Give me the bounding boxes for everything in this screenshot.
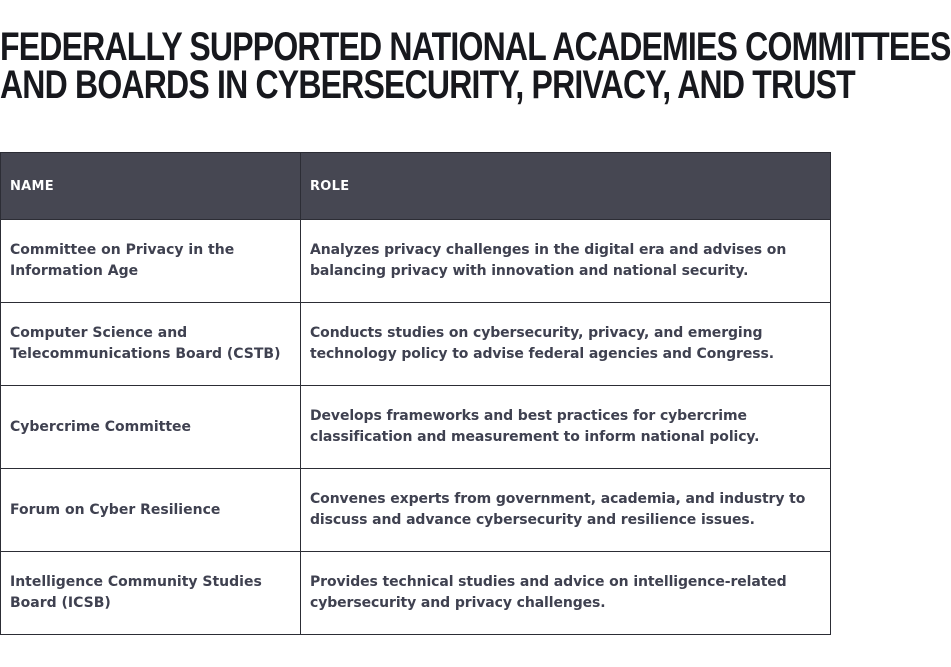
committee-name-cell: Computer Science and Telecommunications Board (CSTB) xyxy=(1,303,301,386)
table-row xyxy=(1,220,831,303)
committee-role-cell: Conducts studies on cybersecurity, privacy, and emerging technology policy to advise federal agencies and Congress. xyxy=(301,303,831,386)
committee-name-cell: Committee on Privacy in the Information Age xyxy=(1,220,301,303)
table-row xyxy=(1,303,831,386)
committee-role-cell: Provides technical studies and advice on intelligence-related cybersecurity and privacy challenges. xyxy=(301,552,831,635)
committee-role-cell: Convenes experts from government, academia, and industry to discuss and advance cybersecurity and resilience issues. xyxy=(301,469,831,552)
column-header-name: NAME xyxy=(1,153,301,220)
table-row xyxy=(1,386,831,469)
committee-role-cell: Analyzes privacy challenges in the digital era and advises on balancing privacy with innovation and national security. xyxy=(301,220,831,303)
page-title-line-1: FEDERALLY SUPPORTED NATIONAL ACADEMIES COMMITTEES xyxy=(0,25,951,69)
table-row xyxy=(1,469,831,552)
committees-table xyxy=(0,152,831,635)
committee-name-cell: Intelligence Community Studies Board (ICSB) xyxy=(1,552,301,635)
page-title xyxy=(0,25,951,107)
page-title-line-2: AND BOARDS IN CYBERSECURITY, PRIVACY, AND TRUST xyxy=(0,63,855,107)
table-body xyxy=(1,220,831,635)
table-header-row xyxy=(1,153,831,220)
column-header-role: ROLE xyxy=(301,153,831,220)
table-header xyxy=(1,153,831,220)
committee-role-cell: Develops frameworks and best practices for cybercrime classification and measurement to inform national policy. xyxy=(301,386,831,469)
committee-name-cell: Cybercrime Committee xyxy=(1,386,301,469)
committee-name-cell: Forum on Cyber Resilience xyxy=(1,469,301,552)
table-row xyxy=(1,552,831,635)
